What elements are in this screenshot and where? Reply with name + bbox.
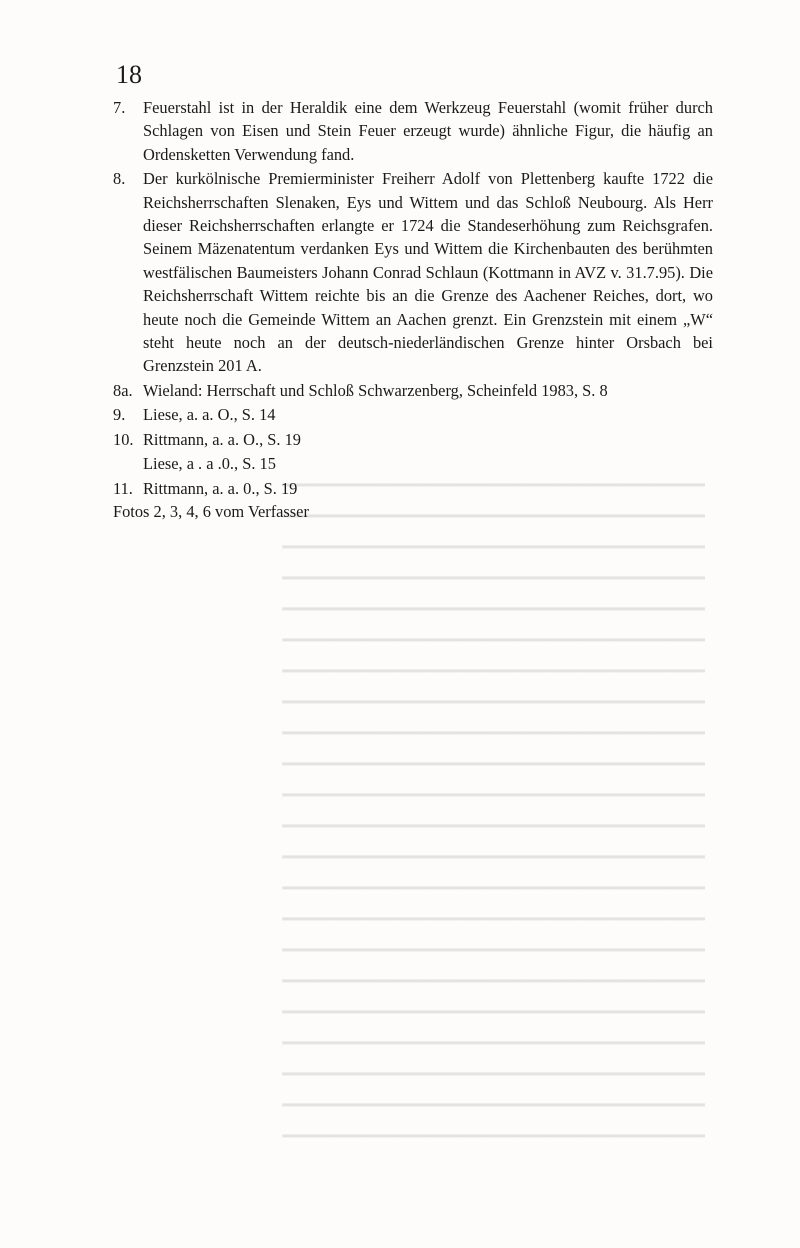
footnote-text: Der kurkölnische Premierminister Freiherr Adolf von Plettenberg kaufte 1722 die Reichsherrschaften Slenaken, Eys und Wittem und das Schloß Neubourg. Als Herr dieser Reichsherrschaften erlangte er 1724 die Standeserhöhung zum Reichsgrafen. Seinem Mäzenatentum verdanken Eys und Wittem die Kirchenbauten des berühmten westfälischen Baumeisters Johann Conrad Schlaun (Kottmann in AVZ v. 31.7.95). Die Reichsherrschaft Wittem reichte bis an die Grenze des Aachener Reiches, dort, wo heute noch die Gemeinde Wittem an Aachen grenzt. Ein Grenzstein mit einem „W“ steht heute noch an der deutsch-niederländischen Grenze hinter Orsbach bei Grenzstein 201 A. <box>143 169 713 376</box>
footnote-number: 10. <box>113 429 134 449</box>
footnote <box>113 428 713 451</box>
footnote <box>113 96 713 166</box>
footnote-text: Rittmann, a. a. O., S. 19 <box>143 429 301 449</box>
footnote <box>113 477 713 500</box>
footnote-number: 9. <box>113 405 126 425</box>
footnote-number: 8a. <box>113 380 133 400</box>
footnote-number: 8. <box>113 169 126 189</box>
bleed-through-texture: ━━━━━━━━━━━━━━━━━━━━━━━━━━━━━━━━━━━━━━━ ━━━━━━━━━━━━━━━━━━━━━━━━━━━━━━━━━━━━━━━ ━━━━━━━━━━━━━━━━━━━━━━━━━━━━━━━━━━━━━━━ ━━━━━━━━━━━━━━━━━━━━━━━━━━━━━━━━━━━━━━━ ━━━━━━━━━━━━━━━━━━━━━━━━━━━━━━━━━━━━━━━ ━━━━━━━━━━━━━━━━━━━━━━━━━━━━━━━━━━━━━━━ ━━━━━━━━━━━━━━━━━━━━━━━━━━━━━━━━━━━━━━━ ━━━━━━━━━━━━━━━━━━━━━━━━━━━━━━━━━━━━━━━ ━━━━━━━━━━━━━━━━━━━━━━━━━━━━━━━━━━━━━━━ ━━━━━━━━━━━━━━━━━━━━━━━━━━━━━━━━━━━━━━━ ━━━━━━━━━━━━━━━━━━━━━━━━━━━━━━━━━━━━━━━ ━━━━━━━━━━━━━━━━━━━━━━━━━━━━━━━━━━━━━━━ ━━━━━━━━━━━━━━━━━━━━━━━━━━━━━━━━━━━━━━━ ━━━━━━━━━━━━━━━━━━━━━━━━━━━━━━━━━━━━━━━ ━━━━━━━━━━━━━━━━━━━━━━━━━━━━━━━━━━━━━━━ ━━━━━━━━━━━━━━━━━━━━━━━━━━━━━━━━━━━━━━━ ━━━━━━━━━━━━━━━━━━━━━━━━━━━━━━━━━━━━━━━ ━━━━━━━━━━━━━━━━━━━━━━━━━━━━━━━━━━━━━━━ ━━━━━━━━━━━━━━━━━━━━━━━━━━━━━━━━━━━━━━━ ━━━━━━━━━━━━━━━━━━━━━━━━━━━━━━━━━━━━━━━ ━━━━━━━━━━━━━━━━━━━━━━━━━━━━━━━━━━━━━━━ ━━━━━━━━━━━━━━━━━━━━━━━━━━━━━━━━━━━━━━━ <box>282 475 705 1146</box>
footnote-text: Liese, a. a. O., S. 14 <box>143 405 276 425</box>
footnote <box>113 403 713 426</box>
footnote-number: 7. <box>113 98 126 117</box>
footnote-number: 11. <box>113 478 133 498</box>
footnote-text: Feuerstahl ist in der Heraldik eine dem Werkzeug Feuerstahl (womit früher durch Schlagen von Eisen und Stein Feuer erzeugt wurde) ähnliche Figur, die häufig an Ordensketten Verwendung fand. <box>143 98 713 164</box>
footnotes-list <box>113 96 713 500</box>
footnote <box>113 167 713 378</box>
photo-credit: Fotos 2, 3, 4, 6 vom Verfasser <box>113 502 309 521</box>
footnote-number <box>113 452 143 475</box>
footnote-text: Liese, a . a .0., S. 15 <box>143 454 276 474</box>
page-number: 18 <box>116 60 142 89</box>
footnote-text: Wieland: Herrschaft und Schloß Schwarzenberg, Scheinfeld 1983, S. 8 <box>143 380 608 400</box>
footnote <box>113 452 713 475</box>
footnote-text: Rittmann, a. a. 0., S. 19 <box>143 478 298 498</box>
footnote <box>113 379 713 402</box>
